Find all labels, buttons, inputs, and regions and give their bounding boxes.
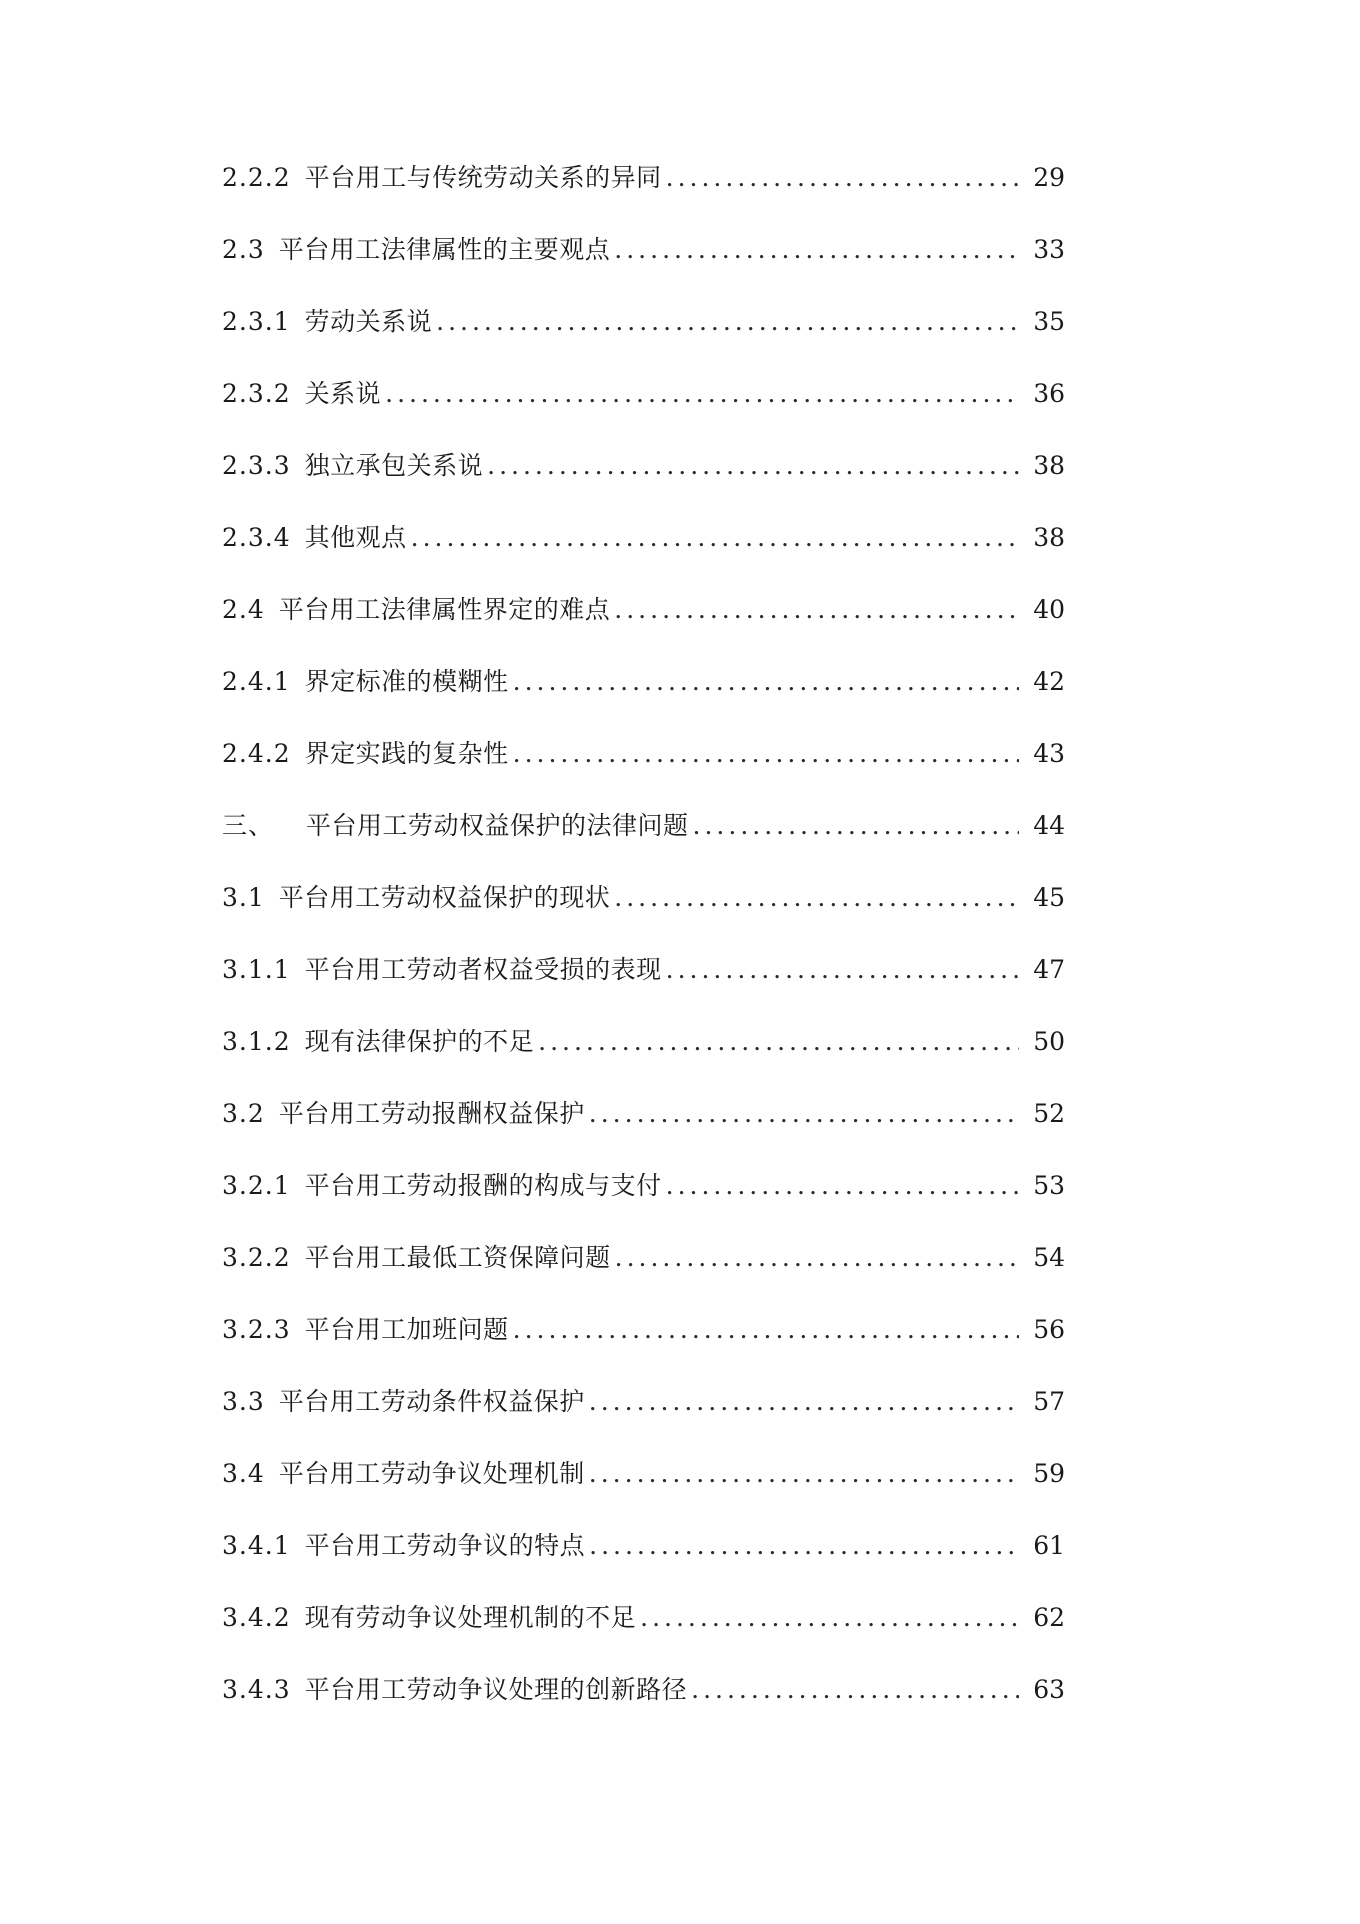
toc-entry-2-4-1[interactable] bbox=[222, 662, 1065, 734]
toc-entry-title: 平台用工劳动报酬的构成与支付 bbox=[304, 1171, 662, 1200]
toc-entry-title: 平台用工劳动条件权益保护 bbox=[278, 1387, 585, 1416]
toc-entry-number: 3.1.2 bbox=[222, 1027, 291, 1056]
toc-entry-number: 2.3.3 bbox=[222, 451, 291, 480]
toc-entry-title: 界定实践的复杂性 bbox=[304, 739, 509, 768]
toc-entry-number: 3.1.1 bbox=[222, 955, 291, 984]
toc-entry-page: 43 bbox=[1033, 739, 1065, 768]
toc-entry-number: 3.1 bbox=[222, 883, 265, 912]
toc-entry-2-3-4[interactable] bbox=[222, 518, 1065, 590]
toc-entry-page: 38 bbox=[1033, 451, 1065, 480]
toc-dot-leader bbox=[538, 1022, 1019, 1062]
toc-entry-title: 平台用工劳动权益保护的法律问题 bbox=[306, 811, 689, 840]
toc-entry-3-3[interactable] bbox=[222, 1382, 1065, 1454]
toc-entry-title: 关系说 bbox=[304, 379, 382, 408]
toc-entry-page: 57 bbox=[1033, 1387, 1065, 1416]
toc-entry-page: 40 bbox=[1033, 595, 1065, 624]
toc-dot-leader bbox=[411, 518, 1020, 558]
toc-dot-leader bbox=[666, 1166, 1020, 1206]
toc-entry-page: 53 bbox=[1033, 1171, 1065, 1200]
toc-dot-leader bbox=[513, 662, 1020, 702]
toc-entry-title: 平台用工劳动争议的特点 bbox=[304, 1531, 586, 1560]
toc-entry-page: 38 bbox=[1033, 523, 1065, 552]
toc-entry-title: 平台用工最低工资保障问题 bbox=[304, 1243, 611, 1272]
toc-entry-number: 2.3.2 bbox=[222, 379, 291, 408]
toc-entry-3-4[interactable] bbox=[222, 1454, 1065, 1526]
toc-dot-leader bbox=[666, 158, 1020, 198]
toc-entry-number: 2.4 bbox=[222, 595, 265, 624]
toc-entry-title: 平台用工劳动权益保护的现状 bbox=[278, 883, 611, 912]
toc-entry-title: 平台用工劳动争议处理机制 bbox=[278, 1459, 585, 1488]
toc-entry-number: 3.2 bbox=[222, 1099, 265, 1128]
toc-entry-3-2-3[interactable] bbox=[222, 1310, 1065, 1382]
toc-entry-number: 2.3.1 bbox=[222, 307, 291, 336]
toc-entry-2-4[interactable] bbox=[222, 590, 1065, 662]
table-of-contents bbox=[222, 158, 1065, 1742]
toc-entry-page: 62 bbox=[1033, 1603, 1065, 1632]
toc-dot-leader bbox=[666, 950, 1020, 990]
toc-entry-number: 2.4.1 bbox=[222, 667, 291, 696]
toc-entry-2-4-2[interactable] bbox=[222, 734, 1065, 806]
toc-entry-page: 47 bbox=[1033, 955, 1065, 984]
toc-entry-3-4-2[interactable] bbox=[222, 1598, 1065, 1670]
toc-dot-leader bbox=[487, 446, 1019, 486]
toc-entry-number: 2.3.4 bbox=[222, 523, 291, 552]
toc-dot-leader bbox=[513, 1310, 1020, 1350]
toc-entry-title: 平台用工法律属性界定的难点 bbox=[278, 595, 611, 624]
toc-dot-leader bbox=[614, 878, 1019, 918]
toc-dot-leader bbox=[614, 590, 1019, 630]
toc-entry-page: 59 bbox=[1033, 1459, 1065, 1488]
toc-entry-3-2[interactable] bbox=[222, 1094, 1065, 1166]
toc-dot-leader bbox=[693, 806, 1020, 846]
toc-entry-page: 56 bbox=[1033, 1315, 1065, 1344]
toc-entry-title: 平台用工加班问题 bbox=[304, 1315, 509, 1344]
toc-dot-leader bbox=[589, 1094, 1019, 1134]
toc-entry-3-4-1[interactable] bbox=[222, 1526, 1065, 1598]
toc-entry-page: 29 bbox=[1033, 163, 1065, 192]
toc-entry-title: 平台用工与传统劳动关系的异同 bbox=[304, 163, 662, 192]
toc-dot-leader bbox=[513, 734, 1020, 774]
toc-entry-title: 现有劳动争议处理机制的不足 bbox=[304, 1603, 637, 1632]
toc-dot-leader bbox=[385, 374, 1019, 414]
toc-entry-page: 50 bbox=[1033, 1027, 1065, 1056]
toc-entry-3-1-2[interactable] bbox=[222, 1022, 1065, 1094]
toc-entry-3-1-1[interactable] bbox=[222, 950, 1065, 1022]
toc-entry-page: 44 bbox=[1033, 811, 1065, 840]
toc-entry-number: 2.2.2 bbox=[222, 163, 291, 192]
toc-entry-page: 36 bbox=[1033, 379, 1065, 408]
toc-entry-3-1[interactable] bbox=[222, 878, 1065, 950]
toc-entry-number: 三、 bbox=[222, 811, 275, 840]
toc-entry-2-3-1[interactable] bbox=[222, 302, 1065, 374]
toc-entry-number: 3.4.3 bbox=[222, 1675, 291, 1704]
toc-entry-number: 3.4.2 bbox=[222, 1603, 291, 1632]
toc-dot-leader bbox=[614, 230, 1019, 270]
toc-entry-2-3-2[interactable] bbox=[222, 374, 1065, 446]
toc-dot-leader bbox=[589, 1454, 1019, 1494]
toc-entry-title: 平台用工劳动者权益受损的表现 bbox=[304, 955, 662, 984]
toc-entry-number: 3.2.2 bbox=[222, 1243, 291, 1272]
toc-entry-number: 3.4 bbox=[222, 1459, 265, 1488]
toc-entry-title: 平台用工劳动报酬权益保护 bbox=[278, 1099, 585, 1128]
toc-entry-title: 现有法律保护的不足 bbox=[304, 1027, 535, 1056]
toc-dot-leader bbox=[691, 1670, 1019, 1710]
toc-dot-leader bbox=[589, 1526, 1019, 1566]
toc-entry-number: 3.2.1 bbox=[222, 1171, 291, 1200]
toc-entry-page: 35 bbox=[1033, 307, 1065, 336]
toc-entry-title: 界定标准的模糊性 bbox=[304, 667, 509, 696]
toc-entry-chapter-3[interactable] bbox=[222, 806, 1065, 878]
toc-entry-title: 平台用工劳动争议处理的创新路径 bbox=[304, 1675, 688, 1704]
toc-entry-number: 3.3 bbox=[222, 1387, 265, 1416]
toc-entry-title: 其他观点 bbox=[304, 523, 407, 552]
toc-dot-leader bbox=[436, 302, 1019, 342]
toc-entry-page: 61 bbox=[1033, 1531, 1065, 1560]
toc-entry-3-2-2[interactable] bbox=[222, 1238, 1065, 1310]
toc-entry-title: 劳动关系说 bbox=[304, 307, 433, 336]
toc-entry-3-4-3[interactable] bbox=[222, 1670, 1065, 1742]
toc-entry-number: 2.4.2 bbox=[222, 739, 291, 768]
toc-entry-page: 33 bbox=[1033, 235, 1065, 264]
toc-entry-page: 42 bbox=[1033, 667, 1065, 696]
toc-entry-2-3[interactable] bbox=[222, 230, 1065, 302]
toc-entry-2-3-3[interactable] bbox=[222, 446, 1065, 518]
toc-entry-title: 独立承包关系说 bbox=[304, 451, 484, 480]
toc-dot-leader bbox=[640, 1598, 1019, 1638]
toc-entry-page: 54 bbox=[1033, 1243, 1065, 1272]
toc-entry-page: 45 bbox=[1033, 883, 1065, 912]
toc-entry-3-2-1[interactable] bbox=[222, 1166, 1065, 1238]
toc-entry-page: 52 bbox=[1033, 1099, 1065, 1128]
toc-entry-title: 平台用工法律属性的主要观点 bbox=[278, 235, 611, 264]
toc-entry-number: 3.4.1 bbox=[222, 1531, 291, 1560]
toc-dot-leader bbox=[589, 1382, 1019, 1422]
toc-entry-page: 63 bbox=[1033, 1675, 1065, 1704]
toc-entry-2-2-2[interactable] bbox=[222, 158, 1065, 230]
toc-dot-leader bbox=[615, 1238, 1020, 1278]
toc-entry-number: 2.3 bbox=[222, 235, 265, 264]
toc-entry-number: 3.2.3 bbox=[222, 1315, 291, 1344]
